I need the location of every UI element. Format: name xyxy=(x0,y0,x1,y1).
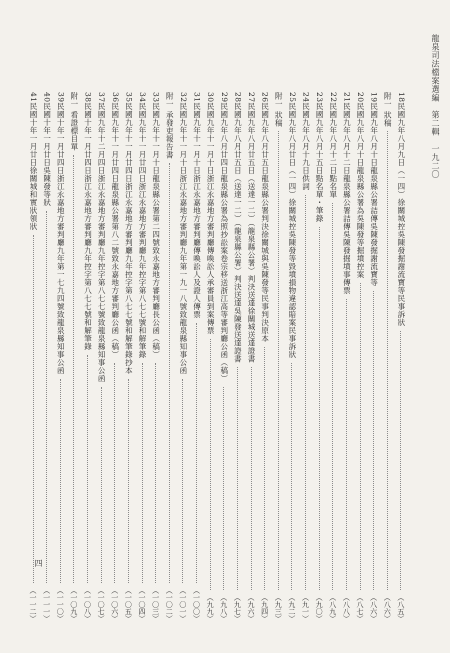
toc-entry-title: 39民國十年一月廿四日浙江永嘉地方審判廳九年第一七九四號致龍泉縣知事公函 xyxy=(56,92,66,375)
toc-entry-title: 29民國九年八月廿四日龍泉縣公署為照抄訟案卷宗移送浙江高等審判廳公函（稿） xyxy=(219,92,229,383)
toc-entry-title: 30民國九年十一月十日浙江永嘉地方審判廳傳喚訟人承審員到案傳票 xyxy=(206,92,216,335)
leader-dots xyxy=(278,131,279,590)
toc-entry-page: （九四） xyxy=(260,594,269,622)
toc-entry xyxy=(272,92,284,622)
leader-dots xyxy=(196,323,197,583)
toc-entry-page: （一〇〇） xyxy=(192,587,201,622)
toc-entry xyxy=(218,92,230,622)
leader-dots xyxy=(305,195,306,590)
leader-dots xyxy=(332,203,333,590)
toc-entry-title: 40民國十年一月廿日吳陳發等狀 xyxy=(42,92,52,207)
leader-dots xyxy=(360,283,361,590)
leader-dots xyxy=(373,291,374,590)
toc-entry-page: （一一一） xyxy=(42,587,51,622)
leader-dots xyxy=(33,235,34,583)
toc-entry xyxy=(381,92,393,622)
toc-entry-page: （一〇六） xyxy=(110,587,119,622)
toc-entry xyxy=(122,92,134,622)
toc-entry-title: 18民國九年八月九日（一四）徐關城控吳陳發掘謝流寶等民事訴狀 xyxy=(396,92,406,327)
toc-entry-page: （一〇二） xyxy=(165,587,174,622)
leader-dots xyxy=(319,227,320,590)
toc-entry xyxy=(27,92,39,622)
toc-entry-title: 23民國九年八月十五日點名單・筆錄 xyxy=(315,92,325,223)
toc-entry-title: 附一 狀稿 xyxy=(383,92,393,127)
toc-entry-title: 36民國九年十一月廿四日龍泉縣公署第八二號致永嘉地方審判廳公函（稿） xyxy=(110,92,120,359)
toc-entry-title: 26民國九年八月廿五日龍泉縣公署判決徐關城與吳陳發等民事判決原本 xyxy=(260,92,270,343)
toc-entry-page: （一〇八） xyxy=(83,587,92,622)
toc-entry xyxy=(231,92,243,622)
toc-entry-title: 24民國九年八月十九日供詞 xyxy=(301,92,311,191)
toc-entry-page: （一〇七） xyxy=(97,587,106,622)
toc-entry-page: （九九） xyxy=(206,594,215,622)
leader-dots xyxy=(142,363,143,583)
toc-entry-title: 附一 承發吏報告書 xyxy=(165,92,175,159)
toc-entry xyxy=(82,92,94,622)
toc-entry-page: （一〇四） xyxy=(138,587,146,622)
leader-dots xyxy=(87,355,88,583)
leader-dots xyxy=(291,363,292,590)
toc-entry-page: （一〇九） xyxy=(69,587,78,622)
toc-entry xyxy=(245,92,257,622)
toc-entry xyxy=(177,92,189,622)
toc-entry-page: （八六） xyxy=(369,594,378,622)
leader-dots xyxy=(210,339,211,590)
toc-entry-page: （一一二） xyxy=(29,587,37,622)
leader-dots xyxy=(101,387,102,583)
toc-entry-page: （八五） xyxy=(396,594,405,622)
toc-entry-page: （一〇一） xyxy=(178,587,187,622)
toc-entry-page: （八七） xyxy=(356,594,364,622)
leader-dots xyxy=(60,379,61,583)
toc-entry-page: （九一） xyxy=(301,594,310,622)
toc-entry-title: 附一 看證標目單 xyxy=(69,92,79,151)
toc-entry-title: 31民國九年十一月十日浙江永嘉地方審判廳傳喚訟人及證人傳票 xyxy=(192,92,202,319)
toc-entry xyxy=(136,92,148,622)
leader-dots xyxy=(346,299,347,590)
toc-entry xyxy=(300,92,312,622)
toc-entry xyxy=(109,92,121,622)
toc-entry-title: 22民國九年八月十二日點名單 xyxy=(328,92,338,199)
toc-entry xyxy=(327,92,339,622)
toc-entry-page: （八九） xyxy=(328,594,337,622)
toc-entry-page: （九八） xyxy=(219,594,228,622)
leader-dots xyxy=(182,379,183,583)
leader-dots xyxy=(223,387,224,590)
toc-entry-page: （八八） xyxy=(342,594,351,622)
toc-entry-title: 38民國十年一月廿四日浙江永嘉地方審判廳九年控字第八七七號和解筆錄 xyxy=(83,92,93,351)
leader-dots xyxy=(264,347,265,590)
leader-dots xyxy=(387,131,388,590)
leader-dots xyxy=(46,211,47,583)
toc-entry xyxy=(163,92,175,622)
leader-dots xyxy=(251,367,252,590)
toc-entry-page: （一〇五） xyxy=(124,587,133,622)
toc-entry-title: 41民國十年一月廿日徐關城和實狀領狀 xyxy=(29,92,38,231)
toc-entry-title: 附一 狀稿 xyxy=(274,92,284,127)
toc-entry-page: （八六） xyxy=(383,594,392,622)
toc-entry-page: （九〇） xyxy=(315,594,324,622)
toc-entry-title: 27民國九年八月廿五日（送達一二）（龍泉縣公署）判決送達徐關城送達證書 xyxy=(247,92,256,363)
toc-entry-title: 34民國九年十一月廿四日浙江永嘉地方審判廳九年控字第八七七號和解筆錄 xyxy=(138,92,147,359)
leader-dots xyxy=(237,367,238,590)
toc-entry-title: 35民國九年十一月廿四日浙江永嘉地方審判廳九年控字第八七七號和解筆錄抄本 xyxy=(124,92,134,375)
toc-entry-title: 37民國九年十二月四日浙江永嘉地方審判廳九年控字第八七七號致龍泉縣知事公函 xyxy=(97,92,107,383)
toc-entry xyxy=(354,92,366,622)
toc-entry-title: 20民國九年八月十日龍泉縣公署為吳陳發等掘墳控案 xyxy=(356,92,365,279)
leader-dots xyxy=(155,363,156,583)
toc-entry-title: 33民國九年十一月十日龍泉縣公署第二四號致永嘉地方審判廳長公函（稿） xyxy=(151,92,161,359)
toc-entry-title: 25民國九年八月廿日（一四）徐關城控吳陳發等毀墳損物違認賠案民事訴狀 xyxy=(287,92,297,359)
toc-entry-page: （一〇三） xyxy=(151,587,160,622)
leader-dots xyxy=(114,363,115,583)
toc-entry xyxy=(191,92,203,622)
running-header: 龍泉司法檔案選編 第二輯 一九二〇 xyxy=(431,34,440,179)
toc-entry-page: （九六） xyxy=(247,594,255,622)
toc-entry xyxy=(313,92,325,622)
page-number: 四 xyxy=(34,559,43,567)
table-of-contents xyxy=(27,92,407,622)
toc-entry-title: 21民國九年八月十二日龍泉縣公署詰傳吳陳發掘墳事傳票 xyxy=(342,92,352,295)
leader-dots xyxy=(128,379,129,583)
toc-entry xyxy=(395,92,407,622)
toc-entry-page: （一一〇） xyxy=(56,587,65,622)
toc-entry xyxy=(368,92,380,622)
toc-entry xyxy=(41,92,53,622)
leader-dots xyxy=(400,331,401,590)
toc-entry xyxy=(150,92,162,622)
toc-entry xyxy=(204,92,216,622)
toc-entry xyxy=(68,92,80,622)
leader-dots xyxy=(169,163,170,583)
toc-entry-title: 32民國九年十一月十日浙江永嘉地方審判廳九年第一九一八號致龍泉縣知事公函 xyxy=(178,92,188,375)
toc-entry xyxy=(286,92,298,622)
toc-entry-title: 28民國九年八月廿五日（送達一二）（龍泉縣公署）判決送達吳陳發送達證書 xyxy=(233,92,243,363)
toc-entry-title: 19民國九年八月十日龍泉縣公署詰傳吳陳發掘謝流寶等 xyxy=(369,92,379,287)
toc-entry-page: （九二） xyxy=(287,594,296,622)
toc-entry xyxy=(54,92,66,622)
toc-entry-page: （九七） xyxy=(233,594,242,622)
toc-entry-page: （九三） xyxy=(274,594,283,622)
toc-entry xyxy=(259,92,271,622)
toc-entry xyxy=(340,92,352,622)
toc-entry xyxy=(95,92,107,622)
leader-dots xyxy=(73,155,74,583)
